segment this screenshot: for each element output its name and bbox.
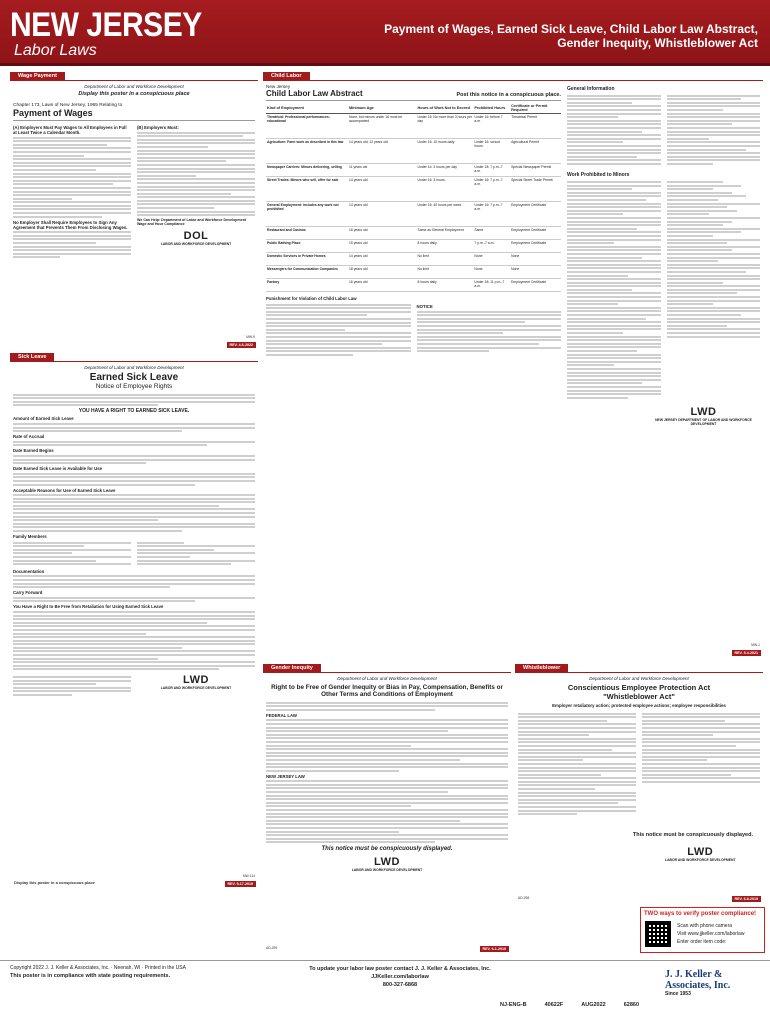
table-cell: None — [510, 253, 561, 266]
table-cell: 14 years old — [348, 202, 417, 227]
wage-payment-panel — [10, 72, 258, 350]
table-cell: None — [473, 266, 510, 279]
jj-keller-brand: J. J. Keller & Associates, Inc. — [665, 969, 731, 991]
child-work-prohibited: Work Prohibited to Minors — [567, 172, 630, 179]
table-cell: 16 years old — [348, 227, 417, 240]
wage-code: MW-9 — [246, 334, 255, 339]
tab-child-labor: Child Labor — [263, 72, 310, 81]
gender-lwd-logo: LWD LABOR AND WORKFORCE DEVELOPMENT — [351, 856, 423, 873]
table-cell: General Employment: Includes any work not prohibited — [266, 202, 348, 227]
gender-title-2: Other Terms and Conditions of Employment — [321, 691, 453, 698]
gender-title-1: Right to be Free of Gender Inequity or Bias in Pay, Compensation, Benefits or — [271, 684, 503, 691]
gender-displayed: This notice must be conspicuously displayed. — [321, 846, 453, 853]
table-cell: None — [510, 266, 561, 279]
table-cell: Under 16: 10 hours daily — [417, 139, 474, 164]
whistle-code: AD-298 — [518, 895, 530, 900]
qr-code-icon[interactable] — [645, 921, 671, 947]
jj-keller-logo — [665, 969, 755, 997]
sick-rate: Rate of Accrual — [13, 434, 45, 440]
gender-federal: FEDERAL LAW — [266, 712, 297, 718]
footer-phone[interactable]: 800-327-6868 — [382, 982, 418, 988]
table-cell: Under 18: 11 p.m.-7 a.m. — [473, 279, 510, 292]
table-cell: 7 p.m.-7 a.m. — [473, 240, 510, 253]
table-row — [266, 177, 561, 202]
table-cell: 16 years old — [348, 279, 417, 292]
table-cell: Newspaper Carriers: Minors delivering, selling — [266, 164, 348, 177]
sick-retaliation: You Have a Right to Be Free from Retaliation for Using Earned Sick Leave — [13, 604, 164, 610]
wage-title: Payment of Wages — [13, 108, 93, 118]
table-cell: 14 years old; 12 years old — [348, 139, 417, 164]
table-row — [266, 202, 561, 227]
sick-title: Earned Sick Leave — [89, 372, 179, 383]
table-row — [266, 164, 561, 177]
table-cell: Agriculture: Farm work as described in this law — [266, 139, 348, 164]
sick-date-earned: Date Earned Begins — [13, 448, 54, 454]
table-cell: Domestic Services in Private Homes — [266, 253, 348, 266]
table-cell: 14 years old — [348, 177, 417, 202]
table-cell: Under 16: 40 hours per week — [417, 202, 474, 227]
col-kind: Kind of Employment — [266, 103, 348, 114]
footer-center — [270, 965, 530, 989]
table-cell: Special Street Trade Permit — [510, 177, 561, 202]
child-labor-table — [266, 103, 561, 292]
tab-wage-payment: Wage Payment — [10, 72, 65, 81]
table-cell: Street Trades: Minors who sell, offer for sale — [266, 177, 348, 202]
col-permit: Certificate or Permit Required — [510, 103, 561, 114]
child-punishment: Punishment for Violation of Child Labor Law — [266, 296, 357, 301]
tab-gender-inequity: Gender Inequity — [263, 664, 321, 673]
gender-inequity-panel — [263, 664, 511, 954]
table-cell: No limit — [417, 253, 474, 266]
sick-use: Date Earned Sick Leave is Available for Use — [13, 466, 103, 472]
sick-carry: Carry Forward — [13, 590, 43, 596]
table-cell: Employment Certificate — [510, 279, 561, 292]
table-cell: Employment Certificate — [510, 202, 561, 227]
table-row — [266, 279, 561, 292]
tab-sick-leave: Sick Leave — [10, 353, 54, 362]
table-cell: Agricultural Permit — [510, 139, 561, 164]
table-row — [266, 240, 561, 253]
table-cell: 11 years old — [348, 164, 417, 177]
whistle-title-2: "Whistleblower Act" — [603, 692, 675, 701]
sick-right-label: YOU HAVE A RIGHT TO EARNED SICK LEAVE. — [78, 408, 190, 415]
wage-right-text — [137, 132, 255, 217]
wage-signoff: We Can Help: Department of Labor and Workforce Development Wage and Hour Compliance — [137, 218, 247, 227]
table-cell: Same as General Employment — [417, 227, 474, 240]
sick-purposes: Acceptable Reasons for Use of Earned Sick Leave — [13, 487, 116, 493]
table-row — [266, 227, 561, 240]
table-cell: Messengers for Communication Companies — [266, 266, 348, 279]
compliance-box — [640, 907, 765, 953]
table-cell: Theatrical Permit — [510, 114, 561, 139]
table-cell: Theatrical: Professional performances; educational — [266, 114, 348, 139]
tab-whistleblower: Whistleblower — [515, 664, 568, 673]
table-cell: Under 16: No more than 3 hours per day — [417, 114, 474, 139]
state-title: NEW JERSEY — [10, 6, 202, 44]
wage-left-text — [13, 137, 131, 218]
whistle-must-display: This notice must be conspicuously displayed. — [632, 832, 753, 838]
poster-header — [0, 0, 770, 66]
whistle-subtitle: Employer retaliatory action; protected employee actions; employee responsibilities — [552, 703, 726, 708]
col-prohibited: Prohibited Hours — [473, 103, 510, 114]
table-cell: Under 14: 3 hours per day — [417, 164, 474, 177]
table-cell: Same — [473, 227, 510, 240]
child-labor-panel — [263, 72, 763, 658]
header-topics-line1: Payment of Wages, Earned Sick Leave, Child Labor Law Abstract, — [384, 22, 758, 36]
whistleblower-panel — [515, 664, 763, 904]
compliance-visit[interactable]: Visit www.jjkeller.com/laborlaw — [677, 931, 745, 937]
wage-dept: Department of Labor and Workforce Development — [84, 84, 184, 89]
sick-subtitle: Notice of Employee Rights — [95, 383, 173, 390]
table-cell: Under 16: 7 p.m.-7 a.m. — [473, 177, 510, 202]
table-cell: Special Newspaper Permit — [510, 164, 561, 177]
footer-code-1: NJ-ENG-B — [500, 1002, 527, 1008]
poster-footer — [0, 960, 770, 1024]
whistle-dept: Department of Labor and Workforce Development — [589, 676, 689, 681]
footer-compliance: This poster is in compliance with state posting requirements. — [10, 972, 171, 979]
table-row — [266, 114, 561, 139]
table-row — [266, 139, 561, 164]
compliance-enter: Enter order item code: — [677, 939, 727, 945]
whistle-rev: REV. 6-8-2019 — [732, 896, 761, 902]
child-code: MW-1 — [751, 642, 760, 647]
sick-dept: Department of Labor and Workforce Development — [84, 365, 184, 370]
header-topics — [384, 22, 758, 50]
child-post-notice: Post this notice in a conspicuous place. — [456, 92, 561, 98]
child-rev: REV. 5-4-2021 — [732, 650, 761, 656]
wage-left-heading: (A) Employers Must Pay Wages to All Employees in Full at Least Twice a Calendar Month. — [13, 125, 127, 135]
sick-documentation: Documentation — [13, 568, 45, 574]
gender-code: AD-299 — [266, 945, 278, 950]
table-row — [266, 253, 561, 266]
table-cell: Under 16: 3 hours — [417, 177, 474, 202]
dol-logo: DOL LABOR AND WORKFORCE DEVELOPMENT — [160, 230, 232, 247]
sick-leave-panel — [10, 353, 258, 889]
jj-keller-since: Since 1953 — [665, 991, 691, 997]
whistle-title-1: Conscientious Employee Protection Act — [567, 683, 711, 692]
table-cell: Public Bathing Place — [266, 240, 348, 253]
table-cell: Employment Certificate — [510, 240, 561, 253]
table-cell: 15 years old — [348, 240, 417, 253]
sick-footer-display: Display this poster in a conspicuous place — [14, 879, 95, 885]
footer-left — [10, 965, 186, 980]
table-cell: 14 years old — [348, 253, 417, 266]
table-cell: None, but minors under 16 must be accompanied — [348, 114, 417, 139]
table-cell: 18 years old — [348, 266, 417, 279]
table-cell: No limit — [417, 266, 474, 279]
footer-codes — [500, 1002, 639, 1008]
wage-display-notice: Display this poster in a conspicuous place — [78, 91, 190, 97]
sick-family: Family Members — [13, 534, 47, 540]
labor-laws-subtitle: Labor Laws — [14, 42, 97, 59]
table-cell: Under 16: 7 p.m.-7 a.m. — [473, 202, 510, 227]
footer-code-4: 62860 — [623, 1002, 640, 1008]
table-cell: Under 16: before 7 a.m. — [473, 114, 510, 139]
child-general-info: General Information — [567, 86, 615, 92]
table-cell: Under 16: school hours — [473, 139, 510, 164]
table-cell: Employment Certificate — [510, 227, 561, 240]
table-cell: Restaurant and Casinos — [266, 227, 348, 240]
gender-nj: NEW JERSEY LAW — [266, 773, 305, 779]
footer-update: To update your labor law poster contact J. J. Keller & Associates, Inc. — [309, 966, 491, 972]
footer-url[interactable]: JJKeller.com/laborlaw — [371, 974, 429, 980]
child-lwd-logo: LWD NEW JERSEY DEPARTMENT OF LABOR AND WORKFORCE DEVELOPMENT — [655, 406, 752, 427]
compliance-title: TWO ways to verify poster compliance! — [644, 911, 757, 917]
sick-lwd-logo: LWD LABOR AND WORKFORCE DEVELOPMENT — [160, 674, 232, 691]
footer-code-2: 40622F — [544, 1002, 564, 1008]
gender-dept: Department of Labor and Workforce Development — [337, 676, 437, 681]
header-topics-line2: Gender Inequity, Whistleblower Act — [557, 36, 758, 50]
sick-code: MW-114 — [242, 873, 255, 878]
whistle-lwd-logo: LWD LABOR AND WORKFORCE DEVELOPMENT — [665, 846, 736, 862]
compliance-scan: Scan with phone camera — [677, 923, 733, 929]
table-cell: Under 18: 7 p.m.-7 a.m. — [473, 164, 510, 177]
col-hours: Hours of Work Not to Exceed — [417, 103, 474, 114]
footer-copyright: Copyright 2022 J. J. Keller & Associates, Inc. · Neenah, WI · Printed in the USA — [10, 965, 186, 971]
wage-rev: REV. 4-6-2022 — [227, 342, 256, 348]
wage-right-heading: (B) Employers Must: — [137, 125, 179, 130]
table-row — [266, 266, 561, 279]
gender-rev: REV. 6-1-2019 — [480, 946, 509, 952]
child-title: Child Labor Law Abstract — [266, 89, 363, 98]
child-notice: NOTICE — [416, 304, 433, 309]
child-state: New Jersey — [266, 84, 290, 89]
sick-amount: Amount of Earned Sick Leave — [13, 416, 74, 422]
col-age: Minimum Age — [348, 103, 417, 114]
table-cell: None — [473, 253, 510, 266]
table-cell: Factory — [266, 279, 348, 292]
table-cell: 8 hours daily — [417, 279, 474, 292]
footer-code-3: AUG2022 — [581, 1002, 606, 1008]
table-cell: 8 hours daily — [417, 240, 474, 253]
wage-chapter: Chapter 173, Laws of New Jersey, 1965 Relating to — [13, 103, 123, 108]
wage-no-sign-heading: No Employer Shall Require Employees to Sign Any Agreement that Prevents Them From Disclosing Wages. — [13, 219, 128, 230]
sick-rev: REV. 5-17-2019 — [225, 881, 256, 887]
